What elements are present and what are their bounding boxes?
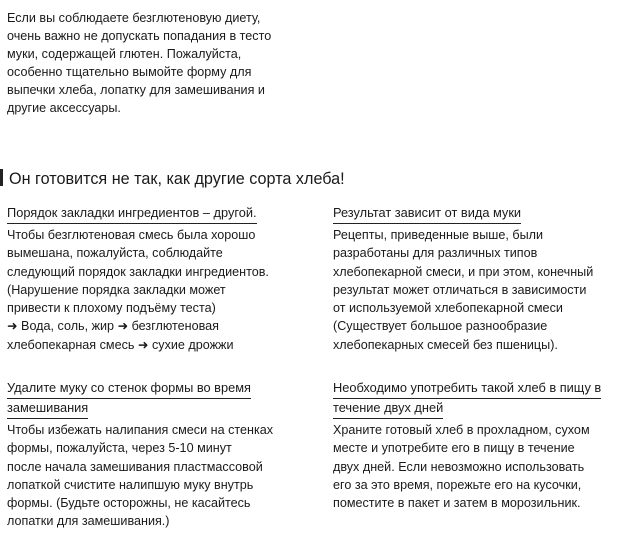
intro-line: Если вы соблюдаете безглютеновую диету, [7, 11, 261, 25]
body-line: результат может отличаться в зависимости [333, 282, 587, 297]
body-line: Рецепты, приведенные выше, были [333, 228, 544, 242]
body-line: хлебопекарных смесей без пшеницы). [333, 337, 558, 352]
intro-line: особенно тщательно вымойте форму для [7, 65, 252, 79]
intro-line: муки, содержащей глютен. Пожалуйста, [7, 47, 242, 61]
ingredient-order-block [7, 204, 325, 354]
body-line: месте и употребите его в пищу в течение [333, 441, 575, 456]
body-line: формы, пожалуйста, через 5-10 минут [7, 441, 232, 456]
flour-result-text [333, 226, 633, 354]
body-line: ➜ Вода, соль, жир ➜ безглютеновая [7, 319, 219, 334]
remove-flour-text [7, 421, 325, 531]
intro-paragraph [7, 9, 327, 117]
heading-line: Результат зависит от вида муки [333, 204, 521, 224]
body-line: его за это время, порежьте его на кусочки, [333, 477, 582, 492]
body-line: лопатки для замешивания.) [7, 514, 170, 529]
body-line: хлебопекарной смеси, и при этом, конечный [333, 264, 594, 279]
body-line: вымешана, пожалуйста, соблюдайте [7, 246, 223, 261]
body-line: разработаны для различных типов [333, 246, 538, 261]
intro-line: очень важно не допускать попадания в тесто [7, 29, 272, 43]
body-line: поместите в пакет и затем в морозильник. [333, 496, 581, 511]
flour-result-heading [333, 204, 633, 224]
heading-line: Порядок закладки ингредиентов – другой. [7, 204, 257, 224]
section-bullet-icon [0, 169, 3, 186]
intro-line: другие аксессуары. [7, 101, 121, 115]
heading-line: Необходимо употребить такой хлеб в пищу в [333, 379, 601, 399]
intro-line: выпечки хлеба, лопатку для замешивания и [7, 83, 265, 97]
body-line: (Нарушение порядка закладки может [7, 282, 226, 297]
body-line: следующий порядок закладки ингредиентов. [7, 264, 269, 279]
remove-flour-heading [7, 379, 325, 419]
body-line: после начала замешивания пластмассовой [7, 459, 263, 474]
storage-block [333, 379, 633, 512]
ingredient-order-heading [7, 204, 325, 224]
body-line: от используемой хлебопекарной смеси [333, 301, 563, 316]
ingredient-order-text [7, 226, 325, 354]
body-line: (Существует большое разнообразие [333, 319, 548, 334]
remove-flour-block [7, 379, 325, 531]
heading-line: Удалите муку со стенок формы во время [7, 379, 251, 399]
section-title-text: Он готовится не так, как другие сорта хлеба! [9, 170, 345, 188]
body-line: формы. (Будьте осторожны, не касайтесь [7, 496, 251, 511]
heading-line: замешивания [7, 399, 88, 419]
flour-result-block [333, 204, 633, 354]
body-line: двух дней. Если невозможно использовать [333, 459, 585, 474]
heading-line: течение двух дней [333, 399, 443, 419]
section-title [0, 168, 640, 190]
storage-text [333, 421, 633, 512]
body-line: хлебопекарная смесь ➜ сухие дрожжи [7, 337, 234, 352]
body-line: Чтобы безглютеновая смесь была хорошо [7, 228, 256, 242]
body-line: привести к плохому подъёму теста) [7, 301, 216, 316]
body-line: Храните готовый хлеб в прохладном, сухом [333, 423, 590, 437]
storage-heading [333, 379, 633, 419]
body-line: Чтобы избежать налипания смеси на стенках [7, 423, 274, 437]
body-line: лопаткой счистите налипшую муку внутрь [7, 477, 254, 492]
